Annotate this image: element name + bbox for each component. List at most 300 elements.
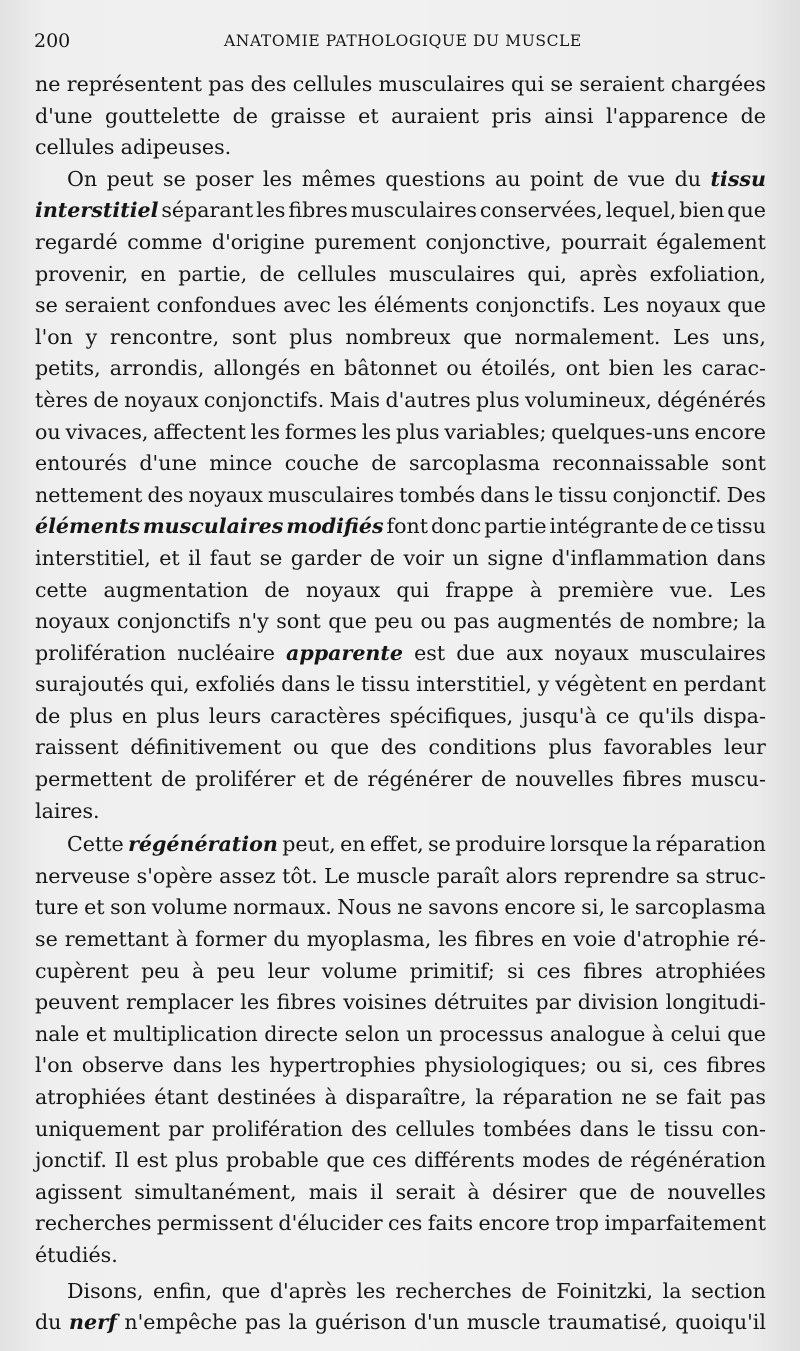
word: en xyxy=(540,927,567,952)
word: régénération xyxy=(630,1148,766,1173)
word: les xyxy=(438,927,468,952)
word: enfin, xyxy=(153,1278,213,1303)
word: spécifiques, xyxy=(389,703,514,728)
text-line xyxy=(35,701,766,733)
word: Nous xyxy=(337,895,392,920)
word: noyaux xyxy=(305,577,381,602)
text-line xyxy=(35,1114,766,1146)
word: arrondis, xyxy=(109,356,205,381)
word: mince xyxy=(209,451,273,476)
word: physiologiques; xyxy=(424,1053,588,1078)
word: dans xyxy=(716,545,766,570)
word: tombées xyxy=(483,1116,572,1141)
word: les xyxy=(230,1053,261,1078)
word: à xyxy=(529,577,543,602)
word: à xyxy=(324,1085,337,1109)
word: encore xyxy=(504,895,576,920)
word: de xyxy=(629,1179,655,1204)
word: Le xyxy=(324,863,350,888)
word: conjonctifs xyxy=(116,609,231,634)
word: disparaître, xyxy=(345,1085,467,1109)
paragraph-4 xyxy=(35,1276,766,1339)
text-line xyxy=(35,353,766,385)
word: les xyxy=(256,198,286,223)
word: nouvelles xyxy=(515,767,614,792)
word: les xyxy=(361,419,392,444)
word: peu xyxy=(216,958,256,983)
word: rencontre, xyxy=(109,324,220,349)
word: ou xyxy=(420,609,447,634)
word: la xyxy=(288,1310,308,1335)
word: cellules xyxy=(35,135,115,160)
word: intégrante xyxy=(549,514,659,539)
word: première xyxy=(558,577,654,602)
word: myoplasma, xyxy=(306,927,432,952)
word: musculaires xyxy=(142,514,284,539)
word: conjonctifs. xyxy=(475,293,596,318)
word: de xyxy=(259,261,285,286)
word: des xyxy=(380,735,417,760)
word: quelques-uns xyxy=(551,419,690,444)
word: en xyxy=(121,703,148,728)
word: de xyxy=(232,103,258,128)
word: simultanément, xyxy=(134,1179,297,1204)
word: leurs xyxy=(208,703,262,728)
word: modifiés xyxy=(286,514,384,539)
word: atrophiées xyxy=(35,1085,146,1109)
word: vivaces, xyxy=(65,419,149,444)
word: que xyxy=(727,198,766,223)
word: muscle xyxy=(356,863,431,888)
word: Disons, xyxy=(67,1278,144,1303)
word: de xyxy=(264,577,290,602)
word: Foinitzki, xyxy=(556,1278,654,1303)
word: d'autres xyxy=(385,387,471,412)
text-line xyxy=(35,480,766,512)
word: de xyxy=(593,166,619,191)
word: nombreux xyxy=(345,324,451,349)
word: struc- xyxy=(705,863,766,888)
word: remplacer xyxy=(126,990,234,1015)
word: l'on xyxy=(35,324,73,349)
word: se xyxy=(655,1085,679,1109)
word: hypertrophies xyxy=(269,1053,416,1078)
word: se xyxy=(550,72,574,96)
word: qu'ils xyxy=(638,703,695,728)
word: d'atrophie xyxy=(623,927,730,952)
word: et xyxy=(304,767,325,792)
word: des xyxy=(147,482,184,507)
text-line xyxy=(35,956,766,988)
word: est xyxy=(136,1148,168,1173)
word: allongés xyxy=(213,356,301,381)
word: que xyxy=(727,1021,766,1046)
word: questions xyxy=(385,166,486,191)
text-line xyxy=(35,1307,766,1339)
word: ainsi xyxy=(544,103,594,128)
text-line xyxy=(35,638,766,670)
word: pas xyxy=(208,72,245,96)
word: ont xyxy=(565,356,600,381)
word: ces xyxy=(663,1053,698,1078)
word: nombre; xyxy=(652,609,740,634)
text-line xyxy=(35,164,766,196)
word: régénérer xyxy=(367,767,473,792)
word: exfoliation, xyxy=(649,261,766,286)
word: de xyxy=(619,609,645,634)
word: uns, xyxy=(722,324,766,349)
word: noyaux xyxy=(554,640,629,665)
word: petits, xyxy=(35,356,101,381)
word: que xyxy=(727,293,766,318)
word: en xyxy=(652,672,678,697)
word: trop xyxy=(555,1211,599,1236)
text-line xyxy=(35,1082,766,1114)
word: différents xyxy=(414,1148,515,1173)
word: permissent xyxy=(156,1211,274,1236)
word: qui, xyxy=(149,672,190,697)
paragraph-2 xyxy=(35,164,766,827)
word: noyaux xyxy=(646,293,721,318)
word: volumineux, xyxy=(524,387,652,412)
word: en xyxy=(140,261,166,286)
word: qui, xyxy=(527,261,567,286)
word: y xyxy=(85,324,98,349)
text-line xyxy=(35,69,766,101)
word: en xyxy=(340,832,366,857)
word: effet, xyxy=(369,832,424,857)
word: plus xyxy=(289,324,333,349)
word: régénération xyxy=(128,832,278,857)
word: d'une xyxy=(35,103,93,128)
word: le xyxy=(610,895,630,920)
word: de xyxy=(369,545,396,570)
word: muscle xyxy=(466,1310,541,1335)
word: que xyxy=(328,609,367,634)
word: la xyxy=(662,1278,682,1303)
word: modes xyxy=(522,1148,591,1173)
word: à xyxy=(175,927,189,952)
word: musculaires xyxy=(350,198,477,223)
word: chargées xyxy=(670,72,766,96)
word: muscu- xyxy=(690,767,766,792)
text-line xyxy=(35,448,766,480)
word: les xyxy=(337,293,368,318)
word: nale xyxy=(35,1021,80,1046)
word: conditions xyxy=(428,735,537,760)
text-line xyxy=(35,259,766,291)
word: au xyxy=(494,166,521,191)
word: leur xyxy=(267,958,310,983)
word: est xyxy=(414,640,446,665)
word: le xyxy=(637,1116,656,1141)
word: celui xyxy=(670,1021,721,1046)
word: bien xyxy=(608,356,654,381)
word: à xyxy=(467,1179,480,1204)
word: serait xyxy=(395,1179,456,1204)
word: des xyxy=(250,72,287,96)
word: le xyxy=(336,672,356,697)
word: plus xyxy=(476,387,520,412)
word: variables; xyxy=(444,419,547,444)
word: de xyxy=(597,1148,623,1173)
word: de xyxy=(740,103,766,128)
word: dispa- xyxy=(703,703,766,728)
word: d'inflammation xyxy=(551,545,709,570)
word: pas xyxy=(453,609,490,634)
text-line xyxy=(35,575,766,607)
word: sa xyxy=(676,863,699,888)
word: ne xyxy=(621,1085,647,1109)
text-line xyxy=(35,892,766,924)
word: ou xyxy=(35,419,61,444)
word: paraît xyxy=(436,863,500,888)
word: la xyxy=(475,1085,495,1109)
word: exfoliés xyxy=(195,672,276,697)
word: probable xyxy=(226,1148,319,1173)
word: affectent xyxy=(153,419,246,444)
word: du xyxy=(273,927,300,952)
text-line xyxy=(35,606,766,638)
page-header xyxy=(34,30,766,56)
word: ture xyxy=(35,895,79,920)
word: et xyxy=(358,103,379,128)
word: peut xyxy=(106,166,154,191)
word: font xyxy=(386,514,429,539)
text-line xyxy=(35,1276,766,1308)
word: peuvent xyxy=(35,990,119,1015)
word: d'après xyxy=(269,1278,347,1303)
word: perdant xyxy=(683,672,766,697)
text-line xyxy=(35,322,766,354)
word: se xyxy=(35,293,58,318)
word: cupèrent xyxy=(35,958,129,983)
word: ou xyxy=(595,1053,622,1078)
word: tissu xyxy=(716,514,766,539)
word: due xyxy=(456,640,495,665)
word: apparente xyxy=(285,640,404,665)
word: lorsque xyxy=(550,832,629,857)
word: s'opère xyxy=(136,863,213,888)
word: nucléaire xyxy=(177,640,275,665)
word: les xyxy=(356,1278,386,1303)
word: étant xyxy=(154,1085,209,1109)
word: de xyxy=(160,767,187,792)
word: agissent xyxy=(35,1179,122,1204)
word: ces xyxy=(372,1148,407,1173)
word: garder xyxy=(290,545,362,570)
word: noyaux xyxy=(35,609,110,634)
word: prolifération xyxy=(35,640,167,665)
word: un xyxy=(406,1021,433,1046)
text-line xyxy=(35,543,766,575)
word: sont xyxy=(721,451,766,476)
word: guérison xyxy=(314,1310,407,1335)
word: conservées, xyxy=(479,198,603,223)
word: savons xyxy=(428,895,499,920)
word: y xyxy=(537,672,550,697)
text-line xyxy=(35,1240,766,1272)
word: analogue xyxy=(549,1021,646,1046)
text-line xyxy=(35,290,766,322)
word: musculaires xyxy=(639,640,766,665)
word: les xyxy=(250,419,281,444)
word: définitivement xyxy=(130,735,282,760)
word: sont xyxy=(276,609,321,634)
word: Mais xyxy=(329,387,381,412)
word: la xyxy=(746,609,766,634)
word: section xyxy=(691,1278,766,1303)
word: son xyxy=(110,895,147,920)
text-line xyxy=(35,195,766,227)
word: musculaires xyxy=(378,72,505,96)
word: la xyxy=(632,832,652,857)
word: Les xyxy=(602,293,640,318)
word: tissu xyxy=(558,482,608,507)
word: Cette xyxy=(67,832,124,857)
word: ré- xyxy=(736,927,766,952)
word: gouttelette xyxy=(105,103,221,128)
word: avec xyxy=(283,293,331,318)
word: pas xyxy=(729,1085,766,1109)
word: il xyxy=(370,1179,384,1204)
word: interstitiel xyxy=(35,198,159,223)
word: augmentation xyxy=(103,577,249,602)
word: de xyxy=(371,451,397,476)
word: frappe xyxy=(445,577,514,602)
word: graisse xyxy=(270,103,346,128)
word: l'apparence xyxy=(605,103,729,128)
word: peu xyxy=(374,609,413,634)
word: con- xyxy=(721,1116,766,1141)
word: reconnaissable xyxy=(552,451,710,476)
word: dans xyxy=(579,1116,629,1141)
word: d'une xyxy=(139,451,197,476)
word: tissu xyxy=(710,166,766,191)
word: tombés xyxy=(399,482,476,507)
word: tissu xyxy=(664,1116,714,1141)
word: peu xyxy=(141,958,180,983)
word: bien xyxy=(679,198,725,223)
word: prolifération xyxy=(211,1116,343,1141)
word: voir xyxy=(403,545,444,570)
word: représentent xyxy=(66,72,202,96)
word: bâtonnet xyxy=(344,356,438,381)
word: selon xyxy=(344,1021,400,1046)
word: conjonctive, xyxy=(425,229,552,254)
word: destinées xyxy=(217,1085,317,1109)
word: laires. xyxy=(35,798,100,823)
word: ne xyxy=(35,72,61,96)
word: n'empêche xyxy=(124,1310,238,1335)
word: de xyxy=(661,514,688,539)
word: d'origine xyxy=(211,229,305,254)
word: d'élucider xyxy=(278,1211,383,1236)
word: auraient xyxy=(391,103,480,128)
text-line xyxy=(35,924,766,956)
word: longitudi- xyxy=(665,990,766,1015)
word: adipeuses. xyxy=(120,135,232,160)
word: étoilés, xyxy=(481,356,557,381)
word: formes xyxy=(284,419,357,444)
word: interstitiel, xyxy=(35,545,151,570)
word: primitif; xyxy=(409,958,495,983)
word: point xyxy=(529,166,584,191)
word: processus xyxy=(439,1021,544,1046)
word: carac- xyxy=(701,356,766,381)
word: ce xyxy=(690,514,714,539)
page-number: 200 xyxy=(34,30,71,52)
text-line xyxy=(35,1050,766,1082)
word: quoiqu'il xyxy=(675,1310,766,1335)
word: l'on xyxy=(35,1053,73,1078)
word: si xyxy=(507,958,525,983)
word: regardé xyxy=(35,229,118,254)
word: qui xyxy=(511,72,545,96)
word: signe xyxy=(487,545,544,570)
word: vue. xyxy=(669,577,714,602)
word: permettent xyxy=(35,767,153,792)
word: multiplication xyxy=(112,1021,258,1046)
word: produire xyxy=(455,832,546,857)
word: il xyxy=(188,545,202,570)
word: le xyxy=(534,482,554,507)
word: pourrait xyxy=(561,229,647,254)
word: voisines xyxy=(343,990,427,1015)
word: traumatisé, xyxy=(548,1310,668,1335)
word: observe xyxy=(81,1053,164,1078)
word: également xyxy=(656,229,766,254)
word: pas xyxy=(244,1310,281,1335)
word: ces xyxy=(536,958,571,983)
word: faits xyxy=(427,1211,474,1236)
text-line xyxy=(35,385,766,417)
word: cellules xyxy=(395,1116,475,1141)
word: uniquement xyxy=(35,1116,161,1141)
word: noyaux xyxy=(124,387,199,412)
word: faut xyxy=(209,545,252,570)
word: Des xyxy=(726,482,766,507)
word: si, xyxy=(630,1053,655,1078)
body-text xyxy=(35,69,766,1339)
word: se xyxy=(163,166,186,191)
word: reprendre xyxy=(563,863,670,888)
text-line xyxy=(35,987,766,1019)
word: et xyxy=(85,1021,107,1046)
word: normalement. xyxy=(514,324,661,349)
word: fibres xyxy=(276,990,337,1015)
word: atrophiées xyxy=(655,958,766,983)
word: cette xyxy=(35,577,88,602)
word: que xyxy=(221,1278,261,1303)
word: se xyxy=(35,927,58,952)
word: séparant xyxy=(161,198,254,223)
text-line xyxy=(35,511,766,543)
word: recherches xyxy=(35,1211,152,1236)
word: éléments xyxy=(35,514,140,539)
text-line xyxy=(35,101,766,133)
word: de xyxy=(521,1278,547,1303)
word: purement xyxy=(314,229,417,254)
word: un xyxy=(452,545,479,570)
word: nouvelles xyxy=(667,1179,766,1204)
word: de xyxy=(480,767,507,792)
word: les xyxy=(240,990,270,1015)
word: vue xyxy=(628,166,666,191)
word: alors xyxy=(505,863,558,888)
word: végètent xyxy=(555,672,647,697)
word: que xyxy=(330,735,370,760)
